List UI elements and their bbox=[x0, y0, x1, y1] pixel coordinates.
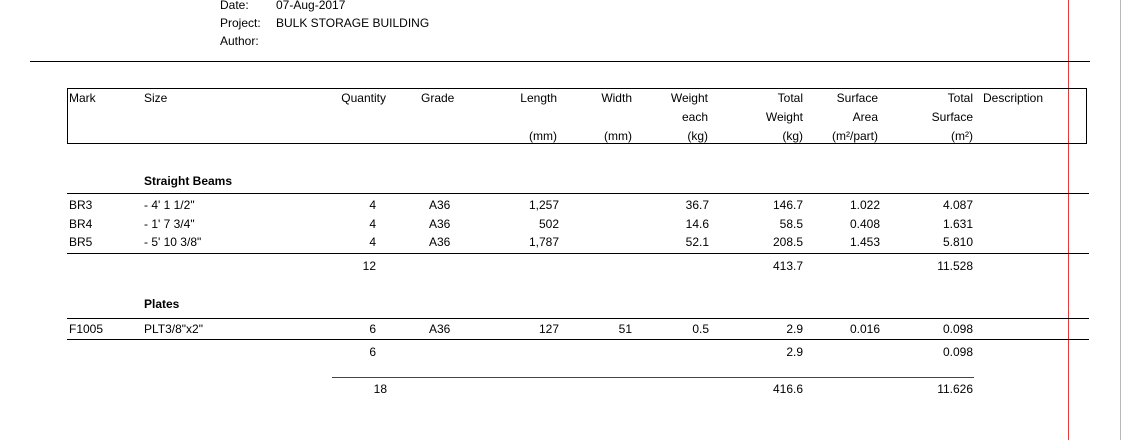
header-author-row bbox=[220, 32, 429, 50]
cell-quantity: 4 bbox=[369, 217, 376, 231]
col-surface-area-2: Area bbox=[852, 110, 878, 124]
group-title: Straight Beams bbox=[144, 174, 233, 188]
cell-total-weight: 146.7 bbox=[772, 198, 803, 212]
grand-total-rule bbox=[332, 377, 974, 378]
date-value: 07-Aug-2017 bbox=[276, 0, 346, 12]
cell-size: - 4' 1 1/2" bbox=[144, 198, 195, 212]
project-label: Project: bbox=[220, 16, 261, 30]
subtotal-rule bbox=[67, 339, 1089, 340]
col-length-unit: (mm) bbox=[529, 129, 557, 143]
cell-size: - 5' 10 3/8" bbox=[144, 235, 202, 249]
header-divider bbox=[30, 61, 1090, 62]
cell-total-weight: 208.5 bbox=[772, 235, 803, 249]
project-value: BULK STORAGE BUILDING bbox=[276, 16, 430, 30]
cell-total-surface: 5.810 bbox=[942, 235, 973, 249]
col-weight-each-unit: (kg) bbox=[687, 129, 708, 143]
cell-quantity: 4 bbox=[369, 198, 376, 212]
subtotal-quantity: 12 bbox=[362, 259, 376, 273]
subtotal-quantity: 6 bbox=[369, 345, 376, 359]
col-quantity: Quantity bbox=[341, 91, 386, 105]
col-grade: Grade bbox=[421, 91, 455, 105]
cell-mark: BR3 bbox=[69, 198, 93, 212]
cell-width: 51 bbox=[618, 322, 632, 336]
col-width: Width bbox=[601, 91, 632, 105]
cell-surface-area: 0.016 bbox=[849, 322, 880, 336]
grand-total-weight: 416.6 bbox=[772, 382, 803, 396]
cell-surface-area: 1.022 bbox=[849, 198, 880, 212]
col-surface-area-unit: (m²/part) bbox=[832, 129, 878, 143]
subtotal-total-surface: 0.098 bbox=[942, 345, 973, 359]
col-total-surface-2: Surface bbox=[931, 110, 973, 124]
col-length: Length bbox=[520, 91, 557, 105]
cell-grade: A36 bbox=[429, 217, 451, 231]
col-width-unit: (mm) bbox=[604, 129, 632, 143]
cell-total-weight: 2.9 bbox=[786, 322, 803, 336]
grand-total-quantity: 18 bbox=[373, 382, 387, 396]
cell-total-surface: 0.098 bbox=[942, 322, 973, 336]
col-surface-area-1: Surface bbox=[836, 91, 878, 105]
cell-size: - 1' 7 3/4" bbox=[144, 217, 195, 231]
grand-total-surface: 11.626 bbox=[937, 382, 973, 396]
col-total-weight-2: Weight bbox=[765, 110, 803, 124]
cell-size: PLT3/8"x2" bbox=[144, 322, 203, 336]
col-weight-each-1: Weight bbox=[670, 91, 708, 105]
subtotal-total-weight: 2.9 bbox=[786, 345, 803, 359]
cell-grade: A36 bbox=[429, 235, 451, 249]
cell-quantity: 6 bbox=[369, 322, 376, 336]
col-total-surface-1: Total bbox=[947, 91, 973, 105]
subtotal-rule bbox=[67, 253, 1089, 254]
viewport-edge bbox=[1120, 0, 1121, 440]
cell-quantity: 4 bbox=[369, 235, 376, 249]
header-project-row bbox=[220, 14, 429, 32]
cell-weight-each: 14.6 bbox=[685, 217, 709, 231]
cell-surface-area: 0.408 bbox=[849, 217, 880, 231]
cell-length: 1,257 bbox=[528, 198, 559, 212]
cell-mark: F1005 bbox=[69, 322, 104, 336]
cell-grade: A36 bbox=[429, 198, 451, 212]
cell-grade: A36 bbox=[429, 322, 451, 336]
col-total-surface-unit: (m²) bbox=[951, 129, 973, 143]
col-size: Size bbox=[144, 91, 168, 105]
group-top-rule bbox=[67, 193, 1089, 194]
author-label: Author: bbox=[220, 34, 259, 48]
date-label: Date: bbox=[220, 0, 249, 12]
group-title: Plates bbox=[144, 297, 180, 311]
group-top-rule bbox=[67, 318, 1089, 319]
col-mark: Mark bbox=[69, 91, 96, 105]
cell-weight-each: 52.1 bbox=[685, 235, 709, 249]
cell-weight-each: 0.5 bbox=[692, 322, 709, 336]
col-total-weight-unit: (kg) bbox=[782, 129, 803, 143]
report-header bbox=[220, 0, 429, 50]
subtotal-total-weight: 413.7 bbox=[772, 259, 803, 273]
cell-mark: BR5 bbox=[69, 235, 93, 249]
subtotal-total-surface: 11.528 bbox=[937, 259, 973, 273]
cell-length: 127 bbox=[538, 322, 559, 336]
col-total-weight-1: Total bbox=[777, 91, 803, 105]
cell-mark: BR4 bbox=[69, 217, 93, 231]
col-description: Description bbox=[983, 91, 1044, 105]
cell-total-surface: 1.631 bbox=[942, 217, 973, 231]
cell-weight-each: 36.7 bbox=[685, 198, 709, 212]
cell-total-weight: 58.5 bbox=[779, 217, 803, 231]
cell-total-surface: 4.087 bbox=[942, 198, 973, 212]
cell-length: 502 bbox=[538, 217, 559, 231]
cell-surface-area: 1.453 bbox=[849, 235, 880, 249]
col-weight-each-2: each bbox=[681, 110, 708, 124]
page-margin-line bbox=[1068, 0, 1069, 440]
header-date-row bbox=[220, 0, 429, 14]
cell-length: 1,787 bbox=[528, 235, 559, 249]
